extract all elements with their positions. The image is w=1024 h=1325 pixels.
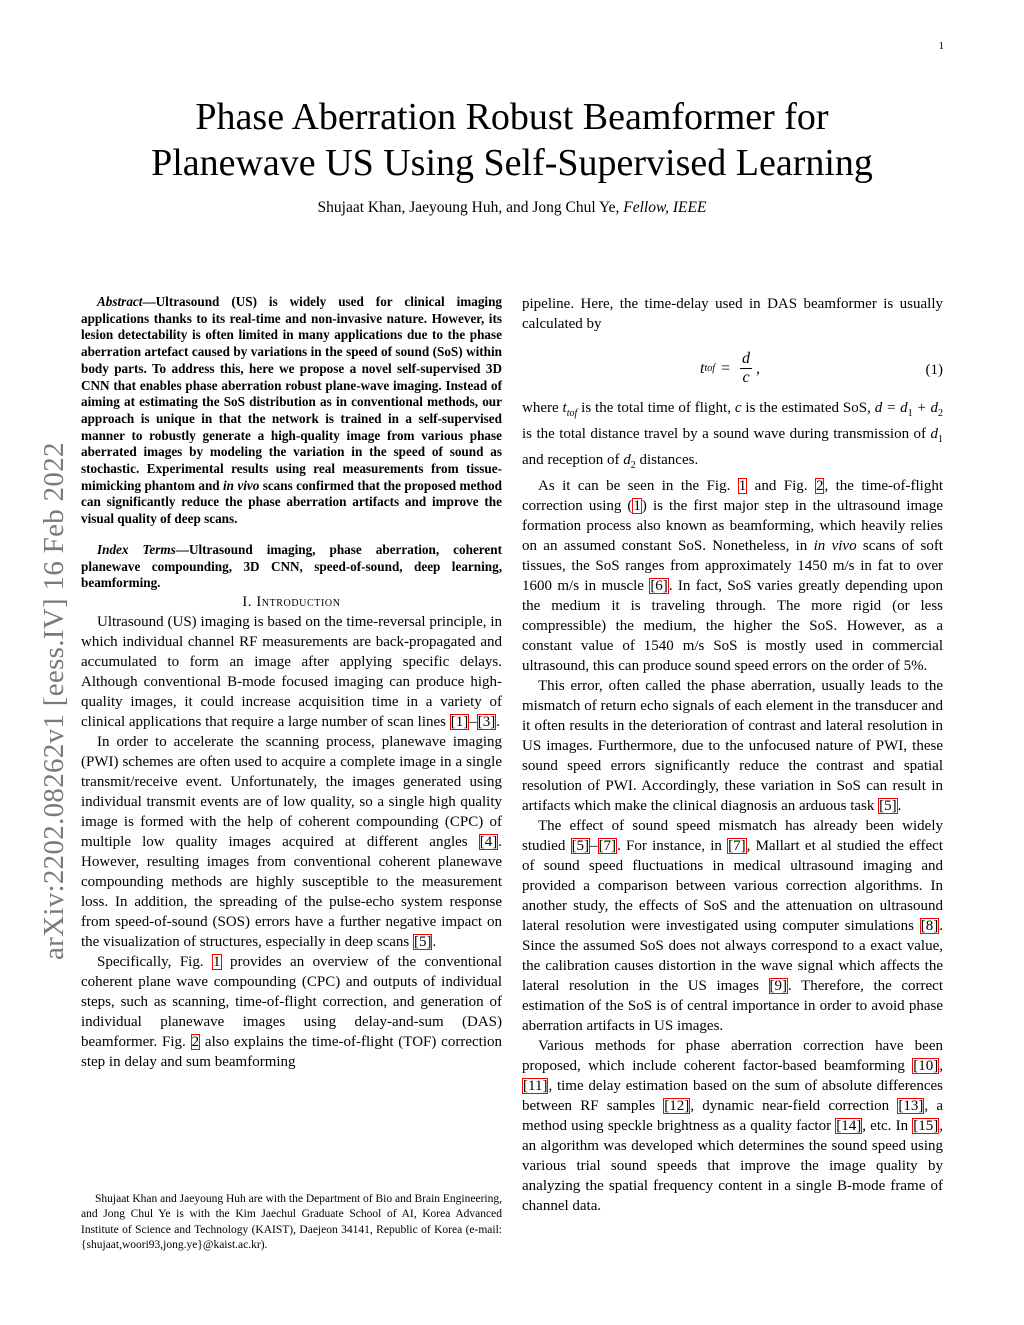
affiliation-footnote: Shujaat Khan and Jaeyoung Huh are with the Department of Bio and Brain Engineering, and Jong Chul Ye is with the Kim Jaechul Graduate School of AI, Korea Advanced Institute of Science and Technology (KAIST), Daejeon 34141, Republic of Korea (e-mail:{shujaat,woori93,jong.ye}@kaist.ac.kr). [81, 1193, 502, 1251]
citation-link[interactable]: [12] [664, 1098, 690, 1114]
left-column [81, 294, 502, 1072]
right-paragraph-3 [522, 676, 943, 816]
right-paragraph-4 [522, 816, 943, 1036]
index-terms [81, 542, 502, 592]
text-run: . Therefore, the correct estimation of the SoS is of central importance in order to avoid phase aberration artifacts in US images. [522, 978, 943, 1034]
abstract-text-2: scans confirmed that the proposed method can significantly reduce the phase aberration artifacts and improve the visual quality of deep scans. [81, 477, 502, 527]
abstract-italic: in vivo [223, 477, 260, 493]
figure-link[interactable]: 2 [815, 478, 824, 494]
eq-lhs-sub: tof [704, 362, 716, 374]
intro-paragraph-3 [81, 952, 502, 1072]
figure-link[interactable]: 1 [738, 478, 747, 494]
math-sub: 2 [937, 408, 943, 419]
text-run: Specifically, Fig. [97, 953, 213, 970]
text-run: and reception of [522, 452, 624, 468]
text-run: Ultrasound (US) imaging is based on the time-reversal principle, in which individual channel RF measurements are back-propagated and accumulated to form an image after applying specific delays. Although conventional B-mode focused imaging can produce high-quality images, it could increase acquisition time in a variety of clinical applications that require a large number of scan lines [81, 613, 502, 730]
equation-number: (1) [925, 362, 943, 378]
section-heading-introduction [81, 592, 502, 612]
text-run: ) is the first major step in the ultrasound image formation process also known as beamforming, which heavily relies on an assumed constant SoS. Nonetheless, in [522, 498, 943, 554]
right-paragraph-1 [522, 398, 943, 476]
math-sub: 1 [938, 434, 943, 445]
text-run: The effect of sound speed mismatch has already been widely studied [522, 818, 943, 854]
title-line-1: Phase Aberration Robust Beamformer for [195, 96, 829, 138]
intro-paragraph-1 [81, 612, 502, 732]
eq-denominator: c [742, 369, 750, 386]
math-var: d [930, 426, 938, 442]
text-run: and Fig. [747, 478, 815, 494]
intro-paragraph-2 [81, 732, 502, 952]
equation-body [700, 350, 760, 387]
citation-link[interactable]: [9] [769, 978, 787, 994]
citation-link[interactable]: [4] [479, 833, 498, 850]
citation-link[interactable]: [11] [523, 1078, 548, 1094]
page-number: 1 [938, 40, 944, 52]
equation-1 [522, 342, 943, 392]
text-run: , the time-of-flight correction using ( [522, 478, 943, 514]
abstract-label: Abstract [97, 294, 143, 309]
text-run: . In fact, SoS varies greatly depending upon the medium it is traveling through. The more rigid (or less compressible) the medium, the higher the SoS. However, as a constant value of 1540 m/s SoS is mostly used in commercial ultrasound, this can produce sound speed errors on the order of 5%. [522, 578, 943, 674]
index-terms-text: —Ultrasound imaging, phase aberration, coherent planewave compounding, 3D CNN, speed-of-sound, deep learning, beamforming. [81, 541, 502, 591]
citation-link[interactable]: [13] [898, 1098, 924, 1114]
citation-link[interactable]: [1] [450, 713, 469, 730]
author-list [80, 199, 944, 217]
text-run: is the total distance travel by a sound wave during transmission of [522, 426, 931, 442]
math-sub: 1 [907, 408, 913, 419]
citation-link[interactable]: [3] [477, 713, 496, 730]
text-run: . Since the assumed SoS does not always correspond to a exact value, the calibration causes distortion in the wave signal which affects the lateral resolution in the US images [522, 918, 943, 994]
title-line-2: Planewave US Using Self-Supervised Learning [151, 142, 873, 184]
text-run: where [522, 400, 563, 416]
math-sub: tof [566, 408, 578, 419]
text-run: is the total time of flight, [577, 400, 735, 416]
eq-equals: = [721, 359, 731, 377]
figure-link[interactable]: 1 [213, 953, 221, 970]
right-paragraph-0: pipeline. Here, the time-delay used in DAS beamformer is usually calculated by [522, 296, 943, 332]
index-terms-label: Index Terms [97, 541, 176, 557]
text-run: , dynamic near-field correction [690, 1098, 898, 1114]
right-paragraph-5 [522, 1036, 943, 1216]
italic-run: in vivo [813, 538, 857, 554]
eq-lhs: t [700, 359, 705, 377]
citation-link[interactable]: [6] [650, 578, 668, 594]
text-run: . [496, 713, 501, 730]
text-run: , etc. In [862, 1118, 913, 1134]
abstract [81, 294, 502, 528]
right-paragraph-2 [522, 476, 943, 676]
text-run: distances. [635, 452, 699, 468]
math-var: d [623, 452, 631, 468]
text-run: also explains the time-of-flight (TOF) correction step in delay and sum beamforming [81, 1033, 502, 1070]
text-run: scans of soft tissues, the SoS ranges from approximately 1450 m/s in fat to over 1600 m/s in muscle [522, 538, 943, 594]
section-title: Introduction [256, 593, 341, 610]
text-run: As it can be seen in the Fig. [538, 478, 738, 494]
text-run: , [939, 1058, 943, 1074]
text-run: , Mallart et al studied the effect of sound speed fluctuations in medical ultrasound imaging and provided a comparison between various correction algorithms. In another study, the effects of SoS and the attenuation on ultrasound lateral resolution were investigated using computer simulations [522, 838, 943, 934]
text-run: is the estimated SoS, [741, 400, 875, 416]
abstract-text: —Ultrasound (US) is widely used for clinical imaging applications thanks to its real-time and non-invasive nature. However, its lesion detectability is often limited in many applications due to the phase aberration artefact caused by variations in the speed of sound (SoS) within body parts. To address this, here we propose a novel self-supervised 3D CNN that enables phase aberration robust plane-wave imaging. Instead of aiming at estimating the SoS distribution as in conventional methods, our approach is unique in that the network is trained in a self-supervised manner to robustly generate a high-quality image from various phase aberrated images by modeling the variation in the speed of sound as stochastic. Experimental results using real measurements from tissue-mimicking phantom and [81, 294, 502, 493]
section-number: I. [242, 593, 253, 610]
citation-link[interactable]: [8] [920, 918, 939, 934]
citation-link[interactable]: [5] [879, 798, 897, 814]
math-sub: 2 [630, 460, 636, 471]
text-run: This error, often called the phase aberration, usually leads to the mismatch of return echo signals of each element in the transducer and it often results in the deterioration of contrast and lateral resolution in US images. Furthermore, due to the unfocused nature of PWI, these sound speed errors significantly reduce the contrast and spatial resolution of PWI. Accordingly, these variation in SoS can result in artifacts which make the clinical diagnosis an arduous task [522, 678, 943, 814]
text-run: . For instance, in [617, 838, 728, 854]
arxiv-identifier-stamp: arXiv:2202.08262v1 [eess.IV] 16 Feb 2022 [38, 442, 70, 960]
text-run: – [590, 838, 598, 854]
text-run: – [469, 713, 477, 730]
text-run: , a method using speckle brightness as a quality factor [522, 1098, 943, 1134]
citation-link[interactable]: [5] [413, 933, 432, 950]
paper-title [80, 94, 944, 186]
text-run: , an algorithm was developed which determines the sound speed using various trial sound speeds that improve the image quality by analyzing the spatial frequency content in a single B-mode frame of channel data. [522, 1118, 943, 1214]
math-var: c [734, 400, 742, 416]
right-column [522, 294, 943, 1216]
text-run: . [897, 798, 902, 814]
authors-affiliation: Fellow, IEEE [623, 199, 707, 216]
math-var: d = d [874, 400, 908, 416]
text-run: provides an overview of the conventional coherent plane wave compounding (CPC) and outputs of individual steps, such as scanning, time-of-flight correction, and generation of individual planewave images using delay-and-sum (DAS) beamformer. Fig. [81, 953, 502, 1050]
math-var: t [562, 400, 567, 416]
eq-numerator: d [742, 350, 751, 367]
equation-link[interactable]: 1 [633, 498, 641, 514]
citation-link[interactable]: [5] [571, 838, 590, 854]
citation-link[interactable]: [15] [913, 1118, 939, 1134]
math-var: + d [912, 400, 938, 416]
text-run: . However, resulting images from conventional coherent planewave compounding methods are highly susceptible to the measurement loss. In addition, the spreading of the pulse-echo system response from speed-of-sound (SOS) errors have a further negative impact on the visualization of structures, especially in deep scans [81, 833, 502, 950]
eq-fraction [740, 350, 752, 387]
text-run: . [432, 933, 437, 950]
text-run: Various methods for phase aberration correction have been proposed, which include coherent factor-based beamforming [522, 1038, 943, 1074]
figure-link[interactable]: 2 [191, 1033, 200, 1050]
authors-names: Shujaat Khan, Jaeyoung Huh, and Jong Chul Ye, [317, 199, 620, 216]
citation-link[interactable]: [10] [913, 1058, 939, 1074]
citation-link[interactable]: [14] [836, 1118, 862, 1134]
text-run: , time delay estimation based on the sum of absolute differences between RF samples [522, 1078, 943, 1114]
eq-comma: , [756, 359, 761, 377]
text-run: In order to accelerate the scanning process, planewave imaging (PWI) schemes are often used to acquire a complete image in a single transmit/receive event. Unfortunately, the images generated using individual transmit events are of low quality, so a single high quality image is formed with the help of coherent compounding (CPC) of multiple low quality images acquired at different angles [81, 733, 502, 850]
citation-link[interactable]: [7] [728, 838, 746, 854]
citation-link[interactable]: [7] [598, 838, 617, 854]
